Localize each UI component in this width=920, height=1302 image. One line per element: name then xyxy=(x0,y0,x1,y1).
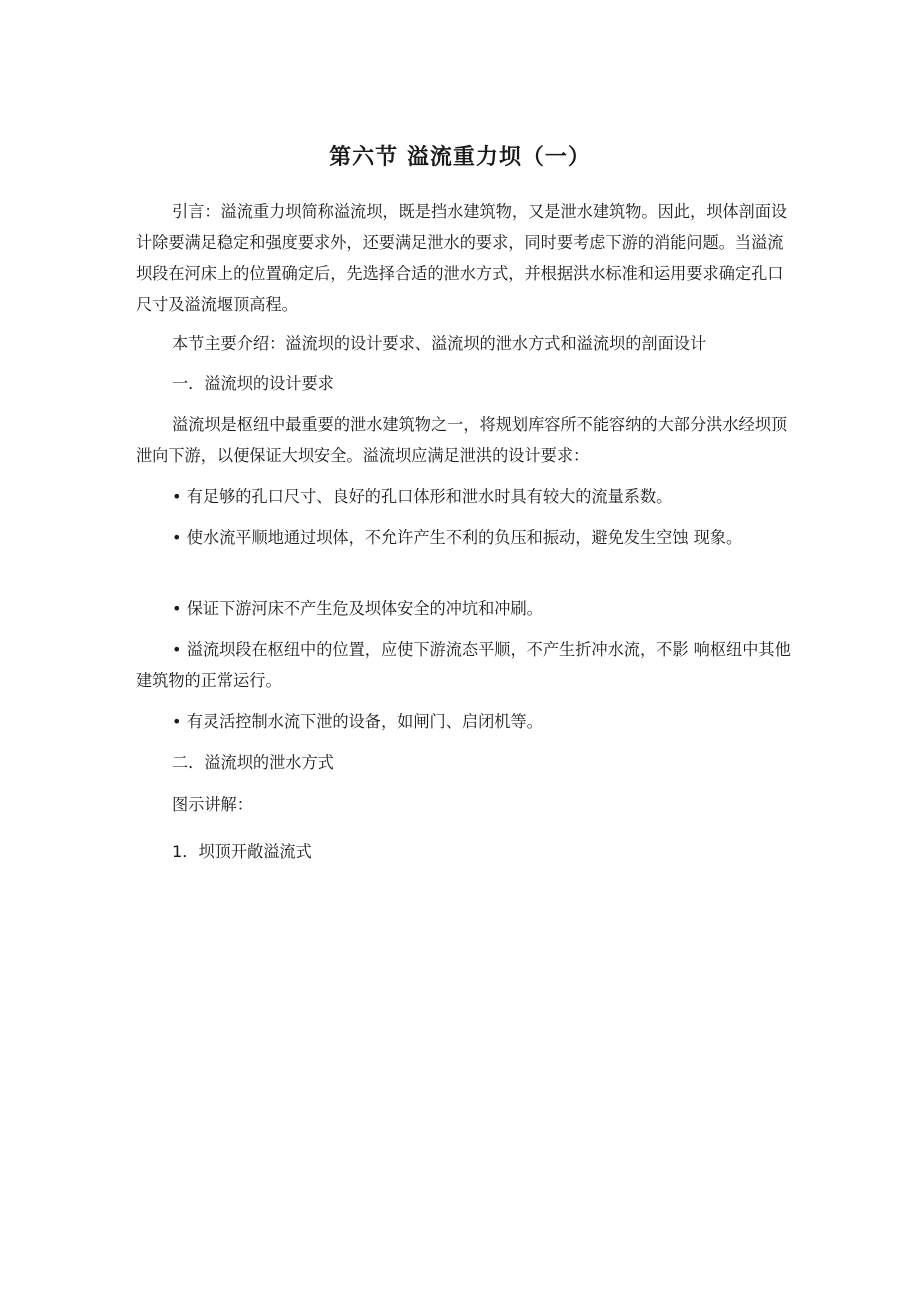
requirement-item-2: • 使水流平顺地通过坝体，不允许产生不利的负压和振动，避免发生空蚀 现象。 xyxy=(172,528,743,547)
diagram-note: 图示讲解： xyxy=(172,795,253,814)
intro-paragraph: 引言：溢流重力坝简称溢流坝，既是挡水建筑物，又是泄水建筑物。因此，坝体剖面设计除要满足稳定和强度要求外，还要满足泄水的要求，同时要考虑下游的消能问题。当溢流坝段在河床上的位置确定后，先选择合适的泄水方式，并根据洪水标准和运用要求确定孔口尺寸及溢流堰顶高程。 xyxy=(136,202,788,314)
section2-heading: 二．溢流坝的泄水方式 xyxy=(172,753,334,772)
requirement-item-1: • 有足够的孔口尺寸、良好的孔口体形和泄水时具有较大的流量系数。 xyxy=(172,487,673,506)
section1-heading: 一．溢流坝的设计要求 xyxy=(172,374,334,393)
section1-paragraph: 溢流坝是枢纽中最重要的泄水建筑物之一，将规划库容所不能容纳的大部分洪水经坝顶泄向下游，以便保证大坝安全。溢流坝应满足泄洪的设计要求： xyxy=(136,415,788,465)
requirement-item-5: • 有灵活控制水流下泄的设备，如闸门、启闭机等。 xyxy=(172,712,543,731)
page-title: 第六节 溢流重力坝（一） xyxy=(329,145,591,170)
overview-paragraph: 本节主要介绍：溢流坝的设计要求、溢流坝的泄水方式和溢流坝的剖面设计 xyxy=(172,334,707,353)
list-item-1: 1．坝顶开敞溢流式 xyxy=(172,842,312,861)
requirement-item-4: • 溢流坝段在枢纽中的位置，应使下游流态平顺，不产生折冲水流，不影 响枢纽中其他建筑物的正常运行。 xyxy=(136,640,791,690)
requirement-item-3: • 保证下游河床不产生危及坝体安全的冲坑和冲刷。 xyxy=(172,599,543,618)
